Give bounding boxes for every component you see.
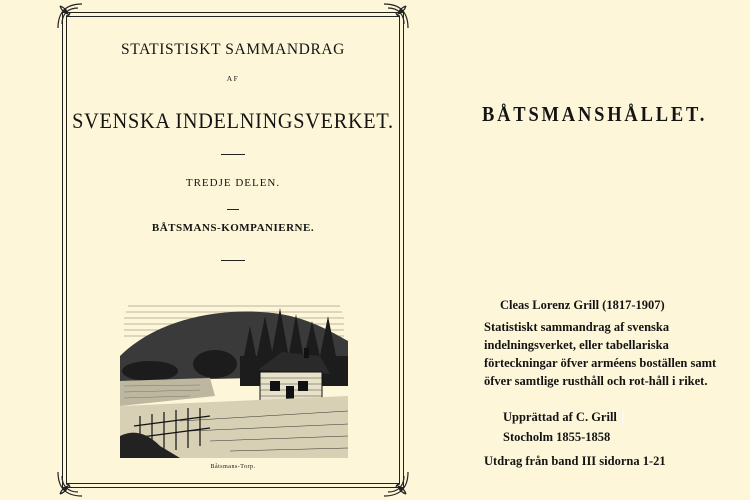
title-line-1: STATISTISKT SAMMANDRAG <box>121 41 345 58</box>
engraving-caption: Båtsmans-Torp. <box>210 464 256 470</box>
divider <box>221 260 245 261</box>
title-line-3: SVENSKA INDELNINGSVERKET. <box>72 108 394 133</box>
place-years: Stocholm 1855-1858 <box>503 430 611 444</box>
corner-ornament-icon <box>56 2 84 30</box>
part-label: TREDJE DELEN. <box>185 177 281 189</box>
corner-ornament-icon <box>382 470 410 498</box>
prepared-by-text: Upprättad af C. Grill <box>503 410 617 424</box>
excerpt-note: Utdrag från band III sidorna 1-21 <box>484 454 666 468</box>
description: Statistiskt sammandrag af svenska indelningsverket, eller tabellariska förteckningar öfver arméens boställen samt öfver samtlige rusthåll och rot-håll i riket. <box>484 320 717 388</box>
author-line: Cleas Lorenz Grill (1817-1907) <box>500 298 665 312</box>
heading: BÅTSMANSHÅLLET. <box>482 102 708 126</box>
corner-ornament-icon <box>56 470 84 498</box>
cottage-engraving <box>120 286 348 458</box>
divider <box>221 154 245 155</box>
prepared-by <box>503 408 623 426</box>
title-page <box>58 4 408 496</box>
section-label: BÅTSMANS-KOMPANIERNE. <box>151 222 315 234</box>
title-line-2: AF <box>226 74 240 83</box>
divider <box>227 209 239 210</box>
corner-ornament-icon <box>382 2 410 30</box>
text-cursor-mark <box>621 411 623 425</box>
